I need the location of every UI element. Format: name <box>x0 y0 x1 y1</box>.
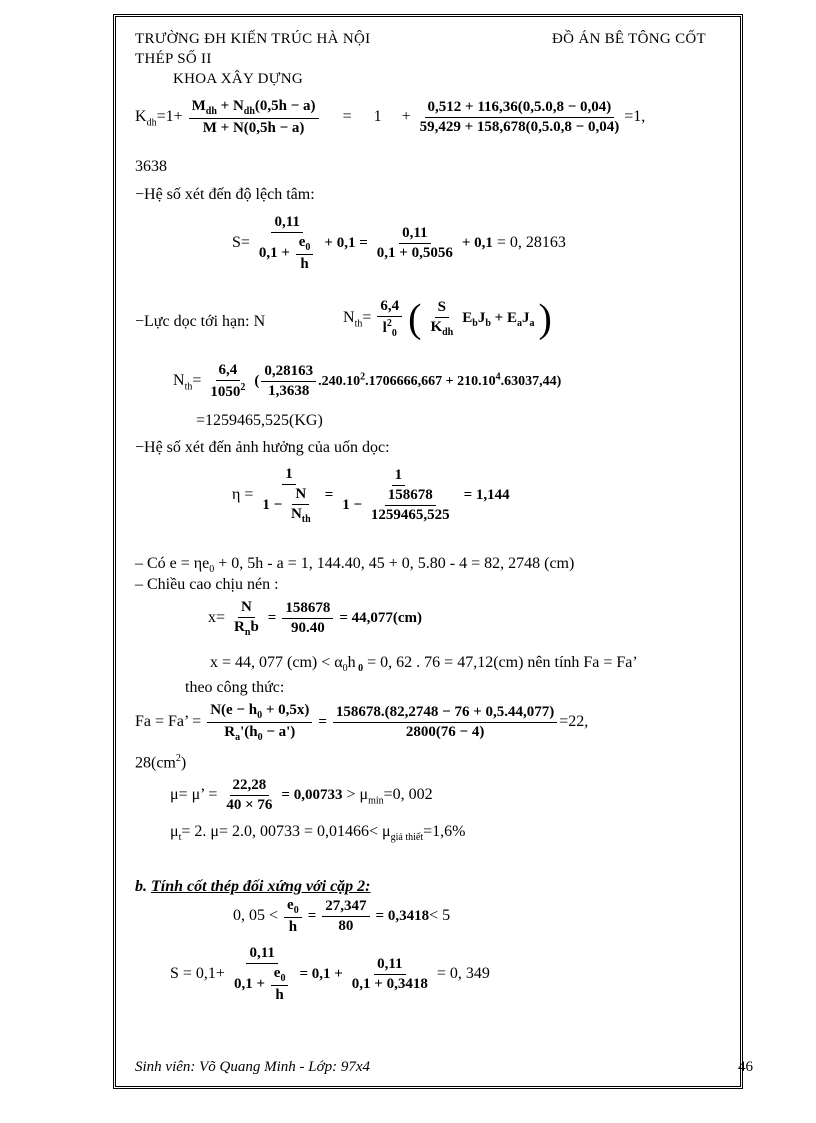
formula-intro: theo công thức: <box>185 679 285 696</box>
eccentricity-calc: – Có $e = \eta e_0 + 0$, 5h - a = 1, 144.40, 45 + 0, 5.80 - 4 = 82, 2748 (cm) <box>135 555 575 576</box>
eccentricity-title: −Hệ số xét đến độ lệch tâm: <box>135 186 315 203</box>
faculty-name: KHOA XÂY DỰNG <box>173 71 303 87</box>
buckling-title: −Hệ số xét đến ảnh hưởng của uốn dọc: <box>135 439 390 456</box>
fa-formula: Fa = Fa’ = $\frac{N(e - h_0 + 0,5x)}{R_a'(h_0 - a')}$ = $\frac{158678.(82,2748 - 76 + 0,5.44,077)}{2800(76 - 4)}$ =22, <box>135 702 589 743</box>
kdh-formula: $K_{dh}=1+$ $\frac{M_{dh} + N_{dh}(0,5h - a)}{M + N(0,5h - a)}$ = 1 + $\frac{0,512 + 116,36(0,5.0,8 - 0,04)}{59,429 + 158,678(0,5.0,8 - 0,04)}$ =1, <box>135 98 646 136</box>
mu-formula: μ= μ’ = $\frac{22,28}{40 \times 76}$ = $0,00733 > \mu_{min}=0$, 002 <box>170 777 433 813</box>
page-number: 46 <box>738 1059 753 1075</box>
s-formula-pair-2: S = 0,1+ 0,11 0,1 + $\frac{e_0}{h}$ = 0,1 + $\frac{0,11}{0,1 + 0,3418}$ = 0, 349 <box>170 945 490 1003</box>
project-title-cont: THÉP SỐ II <box>135 51 212 67</box>
section-b-heading: b. Tính cốt thép đối xứng với cặp 2: <box>135 878 371 895</box>
school-name: TRƯỜNG ĐH KIẾN TRÚC HÀ NỘI <box>135 31 371 47</box>
e0-h-ratio: 0, 05 < $\frac{e_0}{h}$ = $\frac{27,347}{80}$ = 0,3418< 5 <box>233 897 451 935</box>
kdh-fraction-2: $\frac{0,512 + 116,36(0,5.0,8 - 0,04)}{59,429 + 158,678(0,5.0,8 - 0,04)}$ <box>419 99 620 135</box>
kdh-result-cont: 3638 <box>135 158 167 175</box>
x-comparison: x = 44, 077 $(cm) < \alpha_0h$ $_0$ = 0, 62 . 76 = 47,12(cm) nên tính Fa = Fa’ <box>210 654 638 675</box>
critical-force-title: −Lực dọc tới hạn: N <box>135 313 266 330</box>
footer-student: Sinh viên: Võ Quang Minh - Lớp: 97x4 <box>135 1059 371 1075</box>
nth-formula: $N_{th}=$ $\frac{6,4}{l^2_0}$ ( $\frac{S}{K_{dh}}$ $E_bJ_b + E_aJ_a$ ) <box>343 295 552 341</box>
s-formula: S= 0,11 0,1 + $\frac{e_0}{h}$ + 0,1 = $\frac{0,11}{0,1 + 0,5056}$ + 0,1 = 0, 28163 <box>232 214 566 272</box>
fa-result-cont: $28(cm^2)$ <box>135 753 187 772</box>
nth-result: =1259465,525(KG) <box>196 412 323 429</box>
nth-calculation: $N_{th}=$ $\frac{6,4}{1050^2}$ ( $\frac{0,28163}{1,3638}$ $.240.10^2.1706666,667 + 210.10^4.63037,44$) <box>173 362 562 400</box>
mu-total: $\mu_t= 2$. μ= 2.0, $00733 = 0,01466< \mu_{giả thiết}=1,6\%$ <box>170 823 466 844</box>
kdh-fraction-1: $\frac{M_{dh} + N_{dh}(0,5h - a)}{M + N(0,5h - a)}$ <box>189 98 319 137</box>
x-formula: x= $\frac{N}{R_nb}$ = $\frac{158678}{90.40}$ = 44,077(cm) <box>208 599 423 638</box>
project-title: ĐỒ ÁN BÊ TÔNG CỐT <box>552 31 706 47</box>
eta-formula: η = 1 1 − $\frac{N}{N_{th}}$ = 1 1 − $\frac{158678}{1259465,525}$ = 1,144 <box>232 466 510 525</box>
compression-height-title: – Chiều cao chịu nén : <box>135 576 279 593</box>
